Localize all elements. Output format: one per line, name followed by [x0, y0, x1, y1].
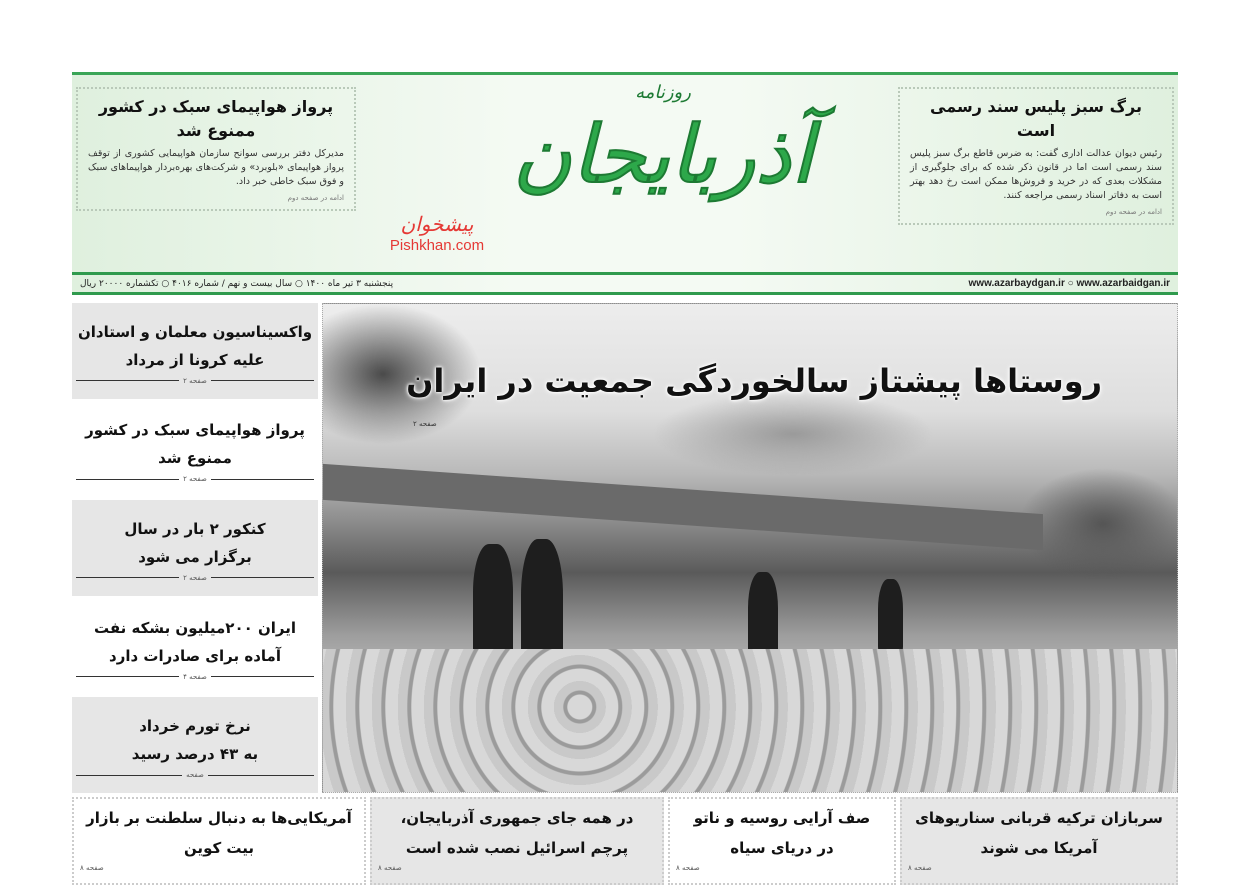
- header-right-story[interactable]: [898, 87, 1174, 225]
- story-title-line: پرواز هواپیمای سبک در کشور: [85, 421, 305, 440]
- newspaper-front-page: [72, 72, 1178, 888]
- side-story[interactable]: [72, 599, 318, 695]
- photo-roof: [323, 464, 1043, 550]
- story-title-line: واکسیناسیون معلمان و استادان: [77, 322, 313, 341]
- story-title-line: سربازان ترکیه قربانی سناریوهای: [915, 809, 1163, 827]
- story-title-line: صف آرایی روسیه و ناتو: [693, 809, 871, 827]
- continued-note: ادامه در صفحه دوم: [287, 194, 344, 202]
- photo-figure: [878, 579, 903, 654]
- page-ref: صفحه ۸: [378, 864, 402, 872]
- page-ref: صفحه ۲: [76, 376, 314, 386]
- story-body: مدیرکل دفتر بررسی سوانح سازمان هواپیمایی کشوری از توقف پرواز هواپیمای «بلوبرد» و شرکت‌های بهره‌بردار هواپیماهای سبک و فوق سبک خاطی خبر داد.: [88, 148, 344, 187]
- dateline: پنجشنبه ۳ تیر ماه ۱۴۰۰ ○ سال بیست و نهم / شماره ۴۰۱۶ ○ تکشماره ۲۰۰۰۰ ریال: [80, 279, 394, 289]
- story-title: برگ سبز پلیس سند رسمی است: [930, 97, 1142, 140]
- newspaper-logo: [432, 75, 894, 210]
- main-story-photo[interactable]: [322, 303, 1178, 793]
- continued-note: ادامه در صفحه دوم: [1105, 208, 1162, 216]
- photo-stone-wall: [323, 649, 1178, 793]
- bottom-story[interactable]: [900, 797, 1178, 885]
- page-ref: صفحه ۲: [76, 573, 314, 583]
- page-ref: صفحه ۴: [76, 672, 314, 682]
- bottom-story[interactable]: [668, 797, 896, 885]
- side-story[interactable]: [72, 303, 318, 399]
- header-left-story[interactable]: [76, 87, 356, 211]
- page-ref: صفحه: [76, 770, 314, 780]
- story-title-line: در دریای سیاه: [730, 839, 834, 857]
- watermark-en: Pishkhan.com: [389, 237, 485, 254]
- story-title-line: آماده برای صادرات دارد: [109, 646, 281, 665]
- page-ref: صفحه ۸: [80, 864, 104, 872]
- watermark-fa: پیشخوان: [400, 214, 474, 236]
- story-title-line: ممنوع شد: [158, 449, 232, 468]
- page-ref: صفحه ۲: [413, 420, 437, 428]
- bottom-story[interactable]: [370, 797, 664, 885]
- story-title-line: پرچم اسرائیل نصب شده است: [405, 839, 629, 857]
- story-title-line: علیه کرونا از مرداد: [125, 350, 265, 369]
- divider: [72, 292, 1178, 295]
- side-story[interactable]: [72, 402, 318, 498]
- bottom-row: [72, 797, 1178, 887]
- photo-figure: [473, 544, 513, 664]
- logo-subtitle: روزنامه: [635, 82, 691, 103]
- logo-text: آذربایجان: [512, 108, 814, 201]
- story-body: رئیس دیوان عدالت اداری گفت: به ضرس قاطع برگ سبز پلیس سند رسمی است اما در قانون ذکر شده که برای جلوگیری از مشکلات بعدی که در خرید و فروش‌ها ممکن است رخ دهد بهتر است به دفاتر اسناد رسمی مراجعه کنند.: [910, 148, 1162, 201]
- side-story[interactable]: [72, 697, 318, 793]
- page-ref: صفحه ۲: [76, 474, 314, 484]
- divider: [72, 272, 1178, 275]
- bottom-story[interactable]: [72, 797, 366, 885]
- websites: www.azarbaydgan.ir ○ www.azarbaidgan.ir: [968, 278, 1170, 289]
- story-title-line: نرخ تورم خرداد: [139, 717, 251, 736]
- story-title-line: بیت کوین: [183, 839, 255, 857]
- page-ref: صفحه ۸: [676, 864, 700, 872]
- story-title-line: برگزار می شود: [138, 547, 252, 566]
- story-title-line: به ۴۳ درصد رسید: [131, 745, 259, 764]
- masthead: [72, 72, 1178, 294]
- main-headline[interactable]: روستاها پیشتاز سالخوردگی جمعیت در ایران: [406, 362, 1102, 400]
- story-title-line: ایران ۲۰۰میلیون بشکه نفت: [93, 618, 297, 637]
- page-ref: صفحه ۸: [908, 864, 932, 872]
- story-title-line: آمریکایی‌ها به دنبال سلطنت بر بازار: [86, 809, 352, 827]
- story-title-line: در همه جای جمهوری آذربایجان،: [400, 809, 634, 827]
- story-title: پرواز هواپیمای سبک در کشور ممنوع شد: [98, 97, 334, 140]
- side-story[interactable]: [72, 500, 318, 596]
- story-title-line: آمریکا می شوند: [980, 839, 1098, 857]
- pishkhan-watermark: [372, 213, 502, 255]
- side-column: [72, 303, 318, 793]
- story-title-line: کنکور ۲ بار در سال: [124, 519, 266, 538]
